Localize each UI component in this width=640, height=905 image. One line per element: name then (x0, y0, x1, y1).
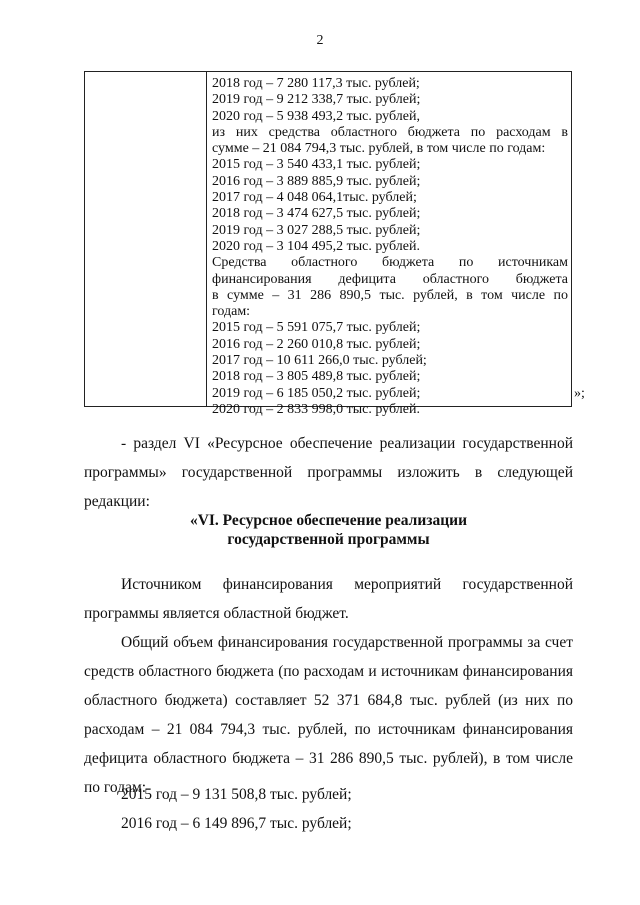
sources-paragraph-text: Источником финансирования мероприятий государственной программы является областной бюджет. (84, 576, 573, 622)
funding-table (84, 71, 572, 417)
table-line: сумме – 21 084 794,3 тыс. рублей, в том числе по годам: (212, 141, 546, 157)
section-heading-line-1: «VI. Ресурсное обеспечение реализации (189, 512, 468, 529)
table-line: 2018 год – 3 805 489,8 тыс. рублей; (212, 369, 421, 385)
closing-quote: »; (574, 386, 585, 401)
intro-paragraph-text: - раздел VI «Ресурсное обеспечение реализации государственной программы» государственной программы изложить в следующей редакции: (84, 435, 573, 510)
intro-paragraph (84, 429, 573, 516)
year-line-2016: 2016 год – 6 149 896,7 тыс. рублей; (121, 815, 352, 832)
table-line: 2019 год – 3 027 288,5 тыс. рублей; (212, 222, 421, 238)
year-line-2015: 2015 год – 9 131 508,8 тыс. рублей; (121, 786, 352, 803)
table-line: 2016 год – 3 889 885,9 тыс. рублей; (212, 173, 421, 189)
table-line: 2017 год – 4 048 064,1тыс. рублей; (212, 190, 417, 206)
table-line: 2016 год – 2 260 010,8 тыс. рублей; (212, 336, 421, 352)
table-line: 2015 год – 5 591 075,7 тыс. рублей; (212, 320, 421, 336)
table-line: годам: (212, 304, 251, 320)
table-line: 2019 год – 6 185 050,2 тыс. рублей; (212, 385, 421, 401)
section-heading (84, 511, 573, 549)
table-line: 2018 год – 3 474 627,5 тыс. рублей; (212, 206, 421, 222)
table-line: 2020 год – 3 104 495,2 тыс. рублей. (212, 238, 420, 254)
table-line: из них средства областного бюджета по расходам в (212, 124, 568, 140)
table-line: финансирования дефицита областного бюджета (212, 271, 568, 287)
table-line: 2018 год – 7 280 117,3 тыс. рублей; (212, 76, 420, 91)
table-column-divider (206, 72, 207, 406)
table-line: 2020 год – 5 938 493,2 тыс. рублей, (212, 108, 420, 124)
table-line: 2020 год – 2 833 998,0 тыс. рублей. (212, 401, 420, 417)
table-line: в сумме – 31 286 890,5 тыс. рублей, в том числе по (212, 287, 568, 303)
table-line: 2017 год – 10 611 266,0 тыс. рублей; (212, 353, 427, 369)
table-line: 2019 год – 9 212 338,7 тыс. рублей; (212, 92, 421, 108)
total-paragraph-text: Общий объем финансирования государственной программы за счет средств областного бюджета (по расходам и источникам финансирования областного бюджета) составляет 52 371 684,8 тыс. рублей (из них по расходам – 21 084 794,3 тыс. рублей, по источникам финансирования дефицита областного бюджета – 31 286 890,5 тыс. рублей), в том числе по годам: (84, 634, 573, 796)
total-paragraph (84, 628, 573, 802)
sources-paragraph (84, 570, 573, 628)
table-line: 2015 год – 3 540 433,1 тыс. рублей; (212, 157, 421, 173)
table-line: Средства областного бюджета по источникам (212, 255, 568, 271)
section-heading-line-2: государственной программы (227, 531, 430, 548)
funding-table-cell (212, 76, 568, 418)
page-number: 2 (316, 33, 324, 48)
